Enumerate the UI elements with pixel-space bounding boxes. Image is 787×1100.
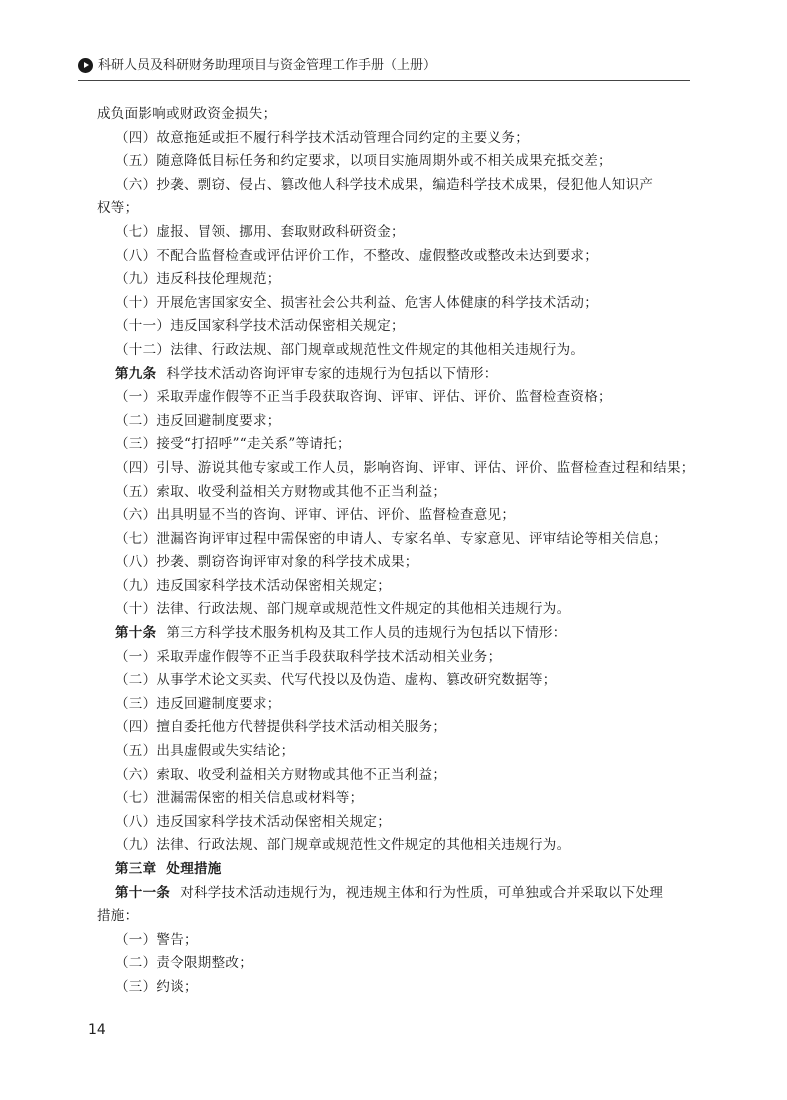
list-item: （六）抄袭、剽窃、侵占、篡改他人科学技术成果，编造科学技术成果，侵犯他人知识产	[115, 176, 654, 193]
list-item: （二）责令限期整改；	[115, 955, 253, 972]
list-item: （七）泄漏需保密的相关信息或材料等；	[115, 790, 364, 807]
list-item: （九）违反国家科学技术活动保密相关规定；	[115, 577, 391, 594]
chapter-title: 处理措施	[166, 861, 222, 877]
chapter-label: 第三章	[115, 861, 157, 877]
text-line: 成负面影响或财政资金损失；	[97, 106, 277, 122]
article-heading: 第十一条 对科学技术活动违规行为，视违规主体和行为性质，可单独或合并采取以下处理	[115, 884, 664, 901]
article-heading: 第九条 科学技术活动咨询评审专家的违规行为包括以下情形：	[115, 365, 498, 382]
chapter-heading	[97, 858, 689, 882]
article-heading: 第十条 第三方科学技术服务机构及其工作人员的违规行为包括以下情形：	[115, 625, 567, 642]
list-item: （三）违反回避制度要求；	[115, 695, 281, 712]
list-item: （六）出具明显不当的咨询、评审、评估、评价、监督检查意见；	[115, 507, 516, 524]
list-item: （十一）违反国家科学技术活动保密相关规定；	[115, 318, 405, 335]
list-item: （十二）法律、行政法规、部门规章或规范性文件规定的其他相关违规行为。	[115, 341, 585, 358]
list-item: （五）随意降低目标任务和约定要求，以项目实施周期外或不相关成果充抵交差；	[115, 153, 612, 170]
body-text	[97, 103, 695, 1000]
list-item: （九）法律、行政法规、部门规章或规范性文件规定的其他相关违规行为。	[115, 837, 571, 854]
text-line: 措施：	[97, 908, 139, 925]
list-item: （一）采取弄虚作假等不正当手段获取咨询、评审、评估、评价、监督检查资格；	[115, 389, 612, 406]
list-item: （三）接受“打招呼”“走关系”等请托；	[115, 436, 351, 453]
list-item: （八）不配合监督检查或评估评价工作，不整改、虚假整改或整改未达到要求；	[115, 247, 598, 264]
list-item: （五）出具虚假或失实结论；	[115, 743, 295, 760]
list-item: （七）虚报、冒领、挪用、套取财政科研资金；	[115, 223, 405, 240]
list-item: （八）抄袭、剽窃咨询评审对象的科学技术成果；	[115, 554, 419, 571]
list-item: （一）警告；	[115, 931, 198, 948]
list-item: （一）采取弄虚作假等不正当手段获取科学技术活动相关业务；	[115, 648, 502, 665]
text-line: 权等；	[97, 200, 139, 217]
list-item: （六）索取、收受利益相关方财物或其他不正当利益；	[115, 766, 447, 783]
article-label: 第十条	[115, 625, 157, 642]
list-item: （四）引导、游说其他专家或工作人员，影响咨询、评审、评估、评价、监督检查过程和结果；	[115, 459, 695, 476]
list-item: （二）从事学术论文买卖、代写代投以及伪造、虚构、篡改研究数据等；	[115, 672, 557, 689]
list-item: （九）违反科技伦理规范；	[115, 271, 281, 288]
list-item: （三）约谈；	[115, 978, 198, 995]
article-label: 第九条	[115, 365, 157, 382]
play-circle-icon	[78, 58, 93, 73]
list-item: （五）索取、收受利益相关方财物或其他不正当利益；	[115, 483, 447, 500]
page-number: 14	[88, 1022, 106, 1038]
list-item: （七）泄漏咨询评审过程中需保密的申请人、专家名单、专家意见、评审结论等相关信息；	[115, 530, 667, 547]
header-title: 科研人员及科研财务助理项目与资金管理工作手册（上册）	[98, 58, 437, 73]
running-header	[78, 56, 690, 81]
list-item: （十）法律、行政法规、部门规章或规范性文件规定的其他相关违规行为。	[115, 601, 571, 618]
list-item: （四）故意拖延或拒不履行科学技术活动管理合同约定的主要义务；	[115, 129, 529, 146]
article-label: 第十一条	[115, 884, 171, 901]
list-item: （八）违反国家科学技术活动保密相关规定；	[115, 813, 391, 830]
list-item: （二）违反回避制度要求；	[115, 412, 281, 429]
list-item: （十）开展危害国家安全、损害社会公共利益、危害人体健康的科学技术活动；	[115, 294, 598, 311]
list-item: （四）擅自委托他方代替提供科学技术活动相关服务；	[115, 719, 447, 736]
